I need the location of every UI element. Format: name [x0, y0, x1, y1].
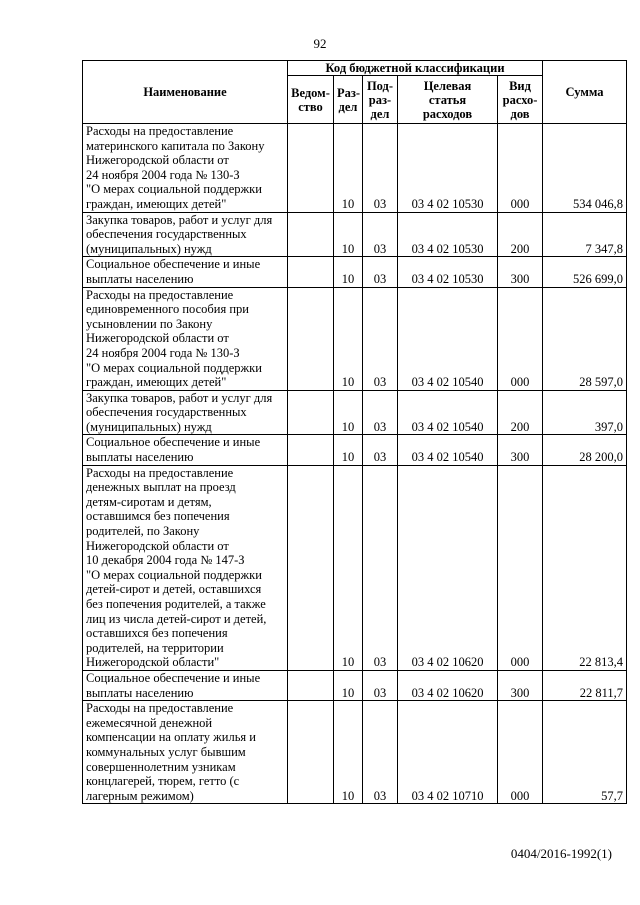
- row-vid: 000: [498, 701, 543, 804]
- header-razdel: Раз- дел: [334, 76, 363, 124]
- row-vedomstvo: [288, 390, 334, 435]
- row-target: 03 4 02 10540: [398, 287, 498, 390]
- budget-table: [82, 60, 627, 804]
- table-row: [83, 670, 627, 700]
- row-podrazdel: 03: [363, 257, 398, 287]
- page-number: 92: [313, 36, 327, 51]
- row-razdel: 10: [334, 257, 363, 287]
- row-razdel: 10: [334, 701, 363, 804]
- row-name: Закупка товаров, работ и услуг для обеспечения государственных (муниципальных) нужд: [83, 212, 288, 257]
- row-target: 03 4 02 10530: [398, 212, 498, 257]
- row-vedomstvo: [288, 465, 334, 670]
- row-sum: 22 811,7: [543, 670, 627, 700]
- row-vid: 300: [498, 435, 543, 465]
- row-target: 03 4 02 10710: [398, 701, 498, 804]
- row-sum: 22 813,4: [543, 465, 627, 670]
- table-row: [83, 287, 627, 390]
- row-razdel: 10: [334, 390, 363, 435]
- row-sum: 7 347,8: [543, 212, 627, 257]
- table-row: [83, 257, 627, 287]
- row-vid: 000: [498, 124, 543, 213]
- row-name: Социальное обеспечение и иные выплаты населению: [83, 435, 288, 465]
- row-razdel: 10: [334, 124, 363, 213]
- row-vid: 300: [498, 257, 543, 287]
- row-sum: 28 200,0: [543, 435, 627, 465]
- row-sum: 534 046,8: [543, 124, 627, 213]
- row-vedomstvo: [288, 701, 334, 804]
- row-name: Социальное обеспечение и иные выплаты населению: [83, 257, 288, 287]
- row-target: 03 4 02 10620: [398, 465, 498, 670]
- row-vedomstvo: [288, 212, 334, 257]
- table-row: [83, 465, 627, 670]
- row-vedomstvo: [288, 287, 334, 390]
- row-name: Социальное обеспечение и иные выплаты населению: [83, 670, 288, 700]
- header-vid: Вид расхо- дов: [498, 76, 543, 124]
- row-vid: 200: [498, 212, 543, 257]
- table-row: [83, 701, 627, 804]
- header-code-group: Код бюджетной классификации: [288, 61, 543, 76]
- header-podrazdel: Под- раз- дел: [363, 76, 398, 124]
- row-razdel: 10: [334, 287, 363, 390]
- header-sum: Сумма: [543, 61, 627, 124]
- row-target: 03 4 02 10530: [398, 124, 498, 213]
- row-podrazdel: 03: [363, 390, 398, 435]
- row-target: 03 4 02 10540: [398, 390, 498, 435]
- row-target: 03 4 02 10530: [398, 257, 498, 287]
- row-vid: 000: [498, 465, 543, 670]
- row-razdel: 10: [334, 670, 363, 700]
- row-sum: 28 597,0: [543, 287, 627, 390]
- row-podrazdel: 03: [363, 670, 398, 700]
- row-vid: 300: [498, 670, 543, 700]
- row-podrazdel: 03: [363, 465, 398, 670]
- table-row: [83, 435, 627, 465]
- row-sum: 57,7: [543, 701, 627, 804]
- row-name: Расходы на предоставление единовременного пособия при усыновлении по Закону Нижегородской области от 24 ноября 2004 года № 130-З "О мерах социальной поддержки граждан, имеющих детей": [83, 287, 288, 390]
- table-row: [83, 212, 627, 257]
- row-name: Расходы на предоставление материнского капитала по Закону Нижегородской области от 24 ноября 2004 года № 130-З "О мерах социальной поддержки граждан, имеющих детей": [83, 124, 288, 213]
- row-razdel: 10: [334, 465, 363, 670]
- row-vedomstvo: [288, 257, 334, 287]
- row-podrazdel: 03: [363, 287, 398, 390]
- header-vedomstvo: Ведом- ство: [288, 76, 334, 124]
- row-target: 03 4 02 10540: [398, 435, 498, 465]
- table-row: [83, 390, 627, 435]
- table-row: [83, 124, 627, 213]
- row-target: 03 4 02 10620: [398, 670, 498, 700]
- row-sum: 397,0: [543, 390, 627, 435]
- row-vid: 000: [498, 287, 543, 390]
- header-row-1: [83, 61, 627, 76]
- row-name: Закупка товаров, работ и услуг для обеспечения государственных (муниципальных) нужд: [83, 390, 288, 435]
- header-target: Целевая статья расходов: [398, 76, 498, 124]
- row-vedomstvo: [288, 435, 334, 465]
- header-name: Наименование: [83, 61, 288, 124]
- row-razdel: 10: [334, 212, 363, 257]
- row-podrazdel: 03: [363, 701, 398, 804]
- row-podrazdel: 03: [363, 435, 398, 465]
- document-code: 0404/2016-1992(1): [510, 846, 612, 861]
- row-name: Расходы на предоставление ежемесячной денежной компенсации на оплату жилья и коммунальных услуг бывшим совершеннолетним узникам концлагерей, тюрем, гетто (с лагерным режимом): [83, 701, 288, 804]
- row-podrazdel: 03: [363, 124, 398, 213]
- row-podrazdel: 03: [363, 212, 398, 257]
- row-razdel: 10: [334, 435, 363, 465]
- row-vid: 200: [498, 390, 543, 435]
- row-sum: 526 699,0: [543, 257, 627, 287]
- row-name: Расходы на предоставление денежных выплат на проезд детям-сиротам и детям, оставшимся без попечения родителей, по Закону Нижегородской области от 10 декабря 2004 года № 147-З "О мерах социальной поддержки детей-сирот и детей, оставшихся без попечения родителей, а также лиц из числа детей-сирот и детей, оставшихся без попечения родителей, на территории Нижегородской области": [83, 465, 288, 670]
- row-vedomstvo: [288, 124, 334, 213]
- row-vedomstvo: [288, 670, 334, 700]
